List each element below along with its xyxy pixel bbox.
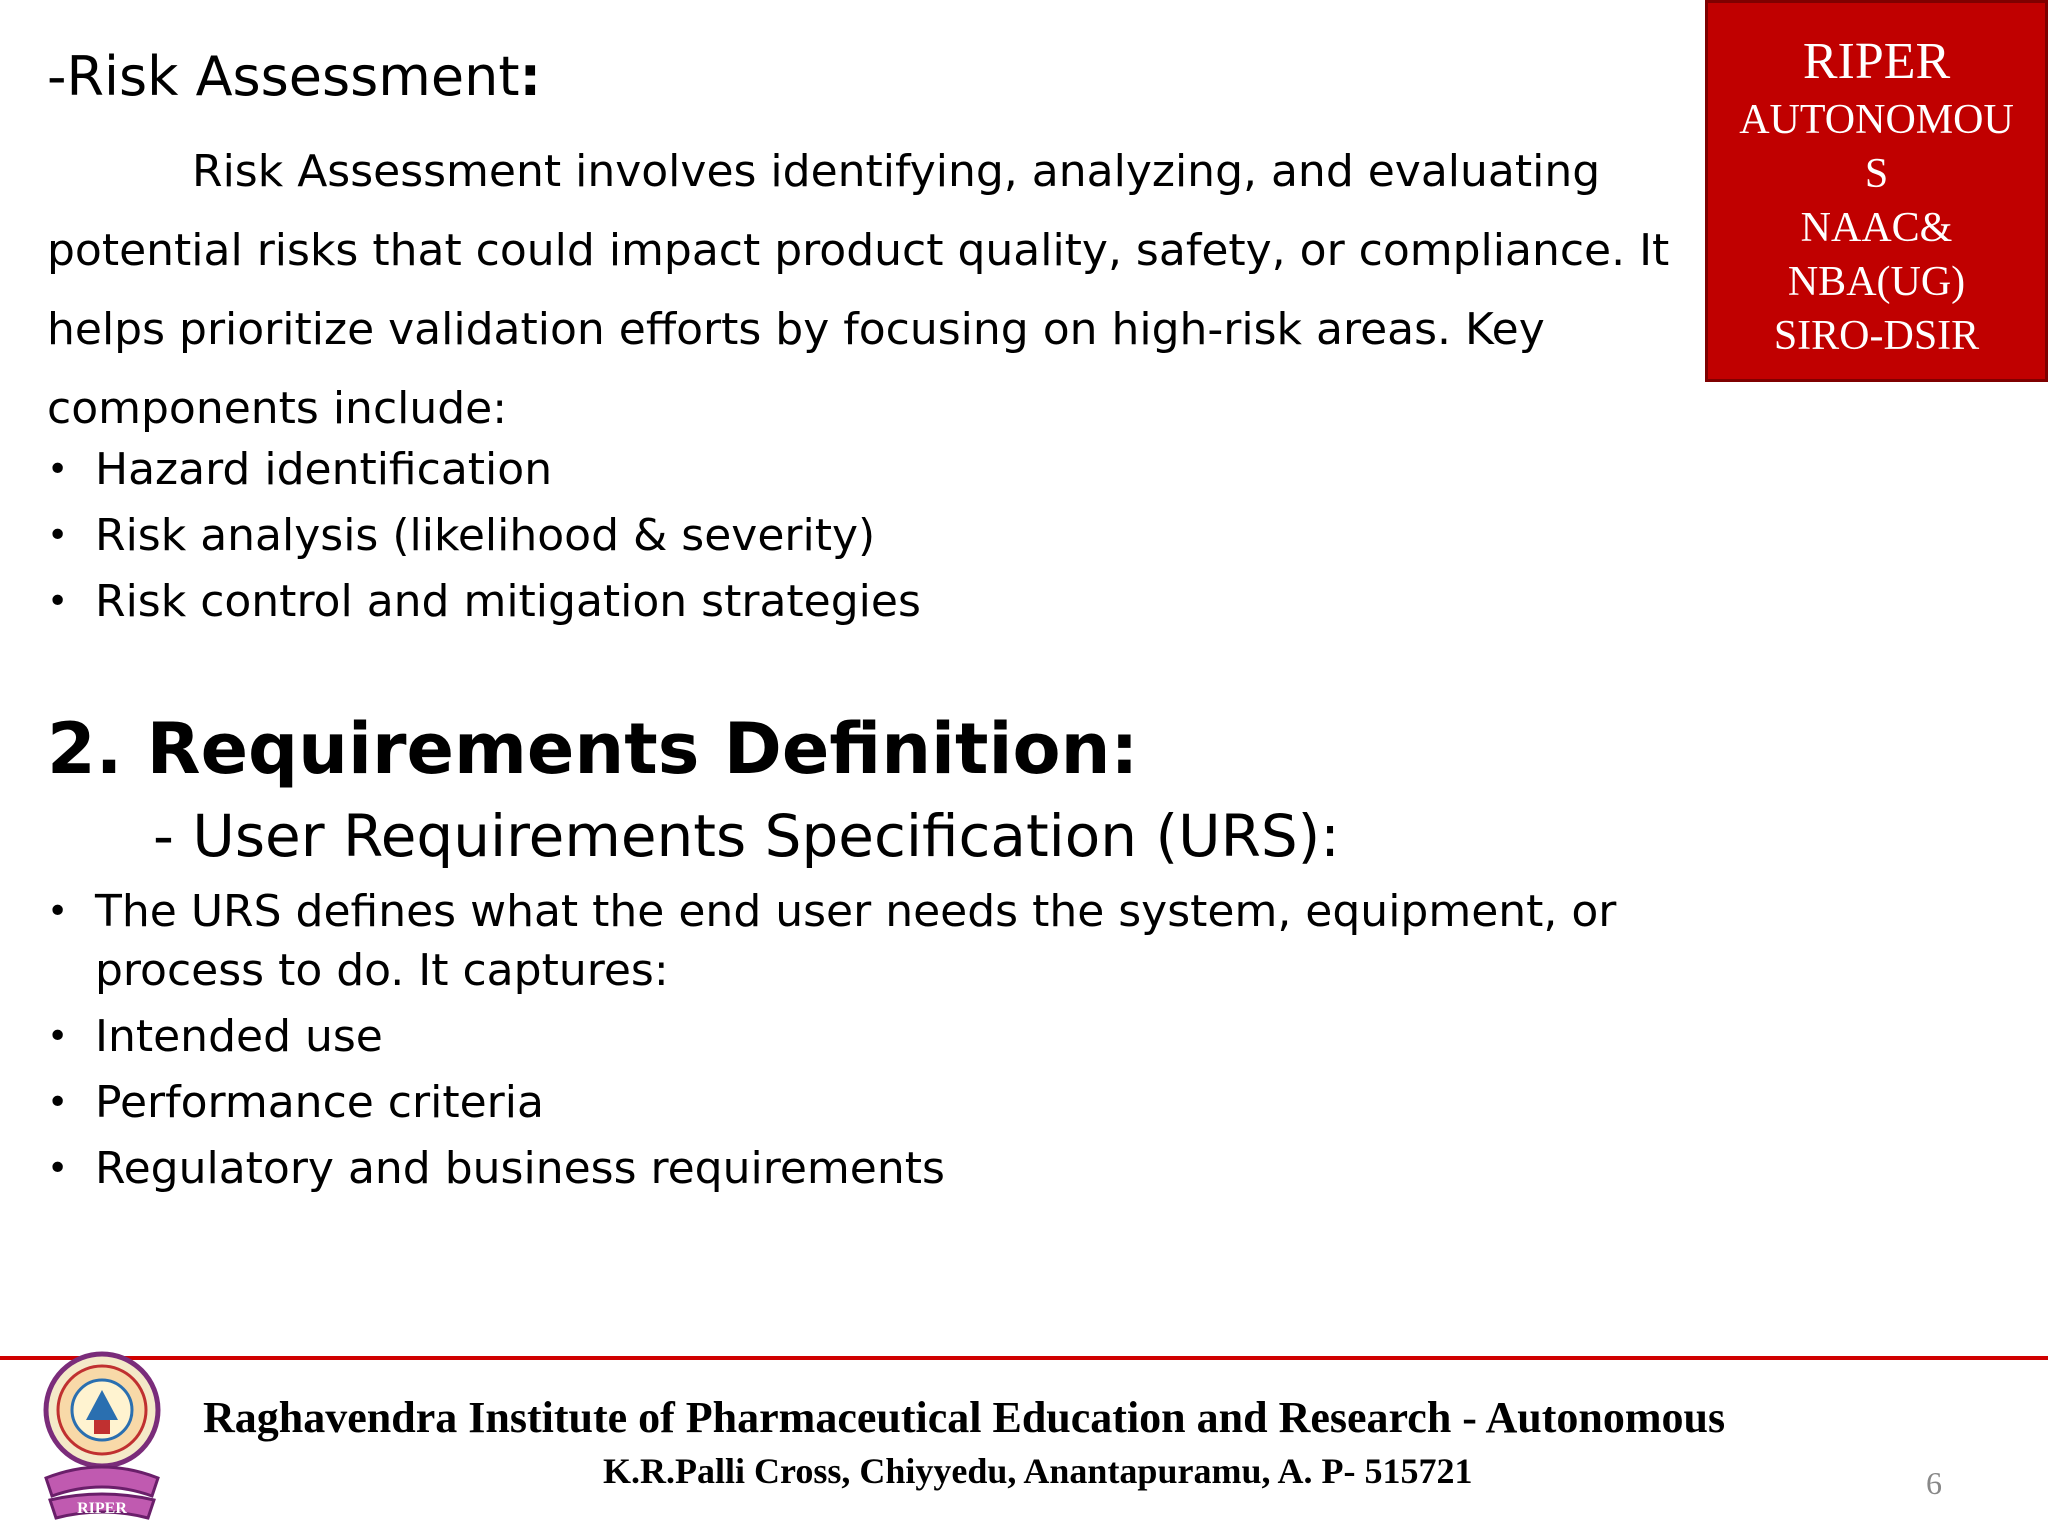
bullet-icon: • bbox=[47, 581, 69, 622]
list-item: • Regulatory and business requirements bbox=[47, 1139, 1687, 1198]
list-item: • Risk control and mitigation strategies bbox=[47, 572, 1687, 631]
list-item: • Performance criteria bbox=[47, 1073, 1687, 1132]
bullet-icon: • bbox=[47, 1148, 69, 1189]
risk-assessment-paragraph: Risk Assessment involves identifying, analyzing, and evaluating potential risks that could impact product quality, safety, or compliance. It helps prioritize validation efforts by focusing on high-risk areas. Key components include: bbox=[47, 146, 1670, 434]
institute-name: Raghavendra Institute of Pharmaceutical Education and Research - Autonomous bbox=[203, 1393, 1726, 1442]
footer-divider bbox=[0, 1356, 2048, 1360]
urs-subheading: - User Requirements Specification (URS): bbox=[153, 802, 1340, 870]
institute-seal-icon bbox=[42, 1338, 200, 1528]
bullet-icon: • bbox=[47, 515, 69, 556]
requirements-definition-heading: 2. Requirements Definition: bbox=[47, 708, 1139, 790]
institute-address: K.R.Palli Cross, Chiyyedu, Anantapuramu, A. P- 515721 bbox=[603, 1451, 1473, 1491]
page-number: 6 bbox=[1926, 1465, 1942, 1501]
accreditation-badge bbox=[1705, 0, 2048, 382]
bullet-icon: • bbox=[47, 891, 69, 932]
list-item: • Risk analysis (likelihood & severity) bbox=[47, 506, 1687, 565]
badge-title: RIPER bbox=[1802, 33, 1951, 90]
risk-components-list bbox=[47, 440, 1687, 638]
list-item: • Intended use bbox=[47, 1007, 1687, 1066]
badge-line: S bbox=[1864, 151, 1889, 197]
seal-ribbon-text: RIPER bbox=[77, 1500, 127, 1517]
bullet-icon: • bbox=[47, 449, 69, 490]
bullet-icon: • bbox=[47, 1016, 69, 1057]
badge-line: NBA(UG) bbox=[1787, 259, 1966, 305]
list-item: • The URS defines what the end user needs the system, equipment, or process to do. It captures: bbox=[47, 882, 1687, 1000]
risk-assessment-heading: -Risk Assessment: bbox=[47, 45, 542, 108]
badge-line: SIRO-DSIR bbox=[1773, 313, 1980, 359]
bullet-icon: • bbox=[47, 1082, 69, 1123]
badge-line: NAAC& bbox=[1800, 205, 1953, 251]
badge-line: AUTONOMOU bbox=[1739, 97, 2014, 143]
urs-list bbox=[47, 882, 1687, 1205]
list-item: • Hazard identification bbox=[47, 440, 1687, 499]
